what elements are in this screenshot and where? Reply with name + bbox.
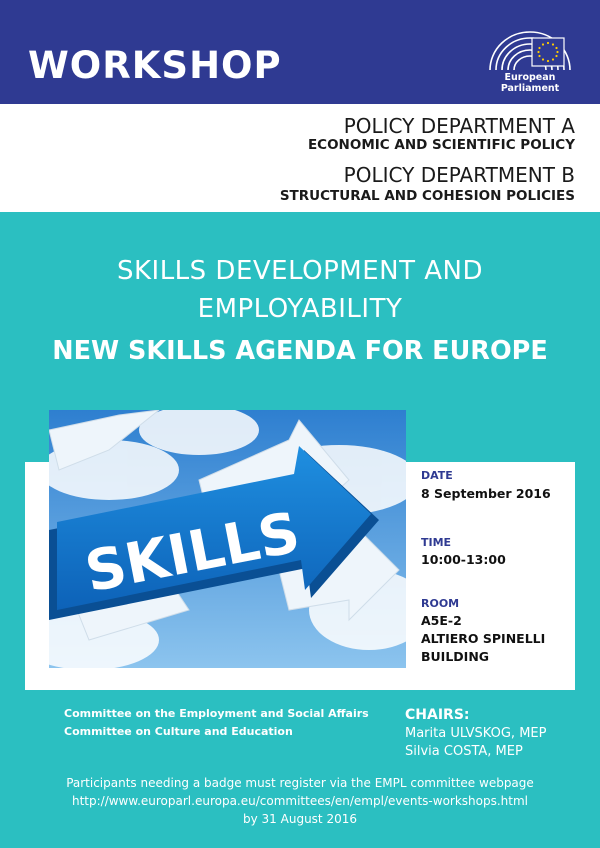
department-b-title: POLICY DEPARTMENT B xyxy=(343,163,575,187)
time-value: 10:00-13:00 xyxy=(421,552,506,567)
department-a-subtitle: ECONOMIC AND SCIENTIFIC POLICY xyxy=(307,137,575,153)
chairs-label: CHAIRS: xyxy=(405,707,470,723)
event-subtitle: NEW SKILLS AGENDA FOR EUROPE xyxy=(52,336,548,366)
time-label: TIME xyxy=(421,536,452,549)
room-building-line2: BUILDING xyxy=(421,649,490,664)
department-b-subtitle: STRUCTURAL AND COHESION POLICIES xyxy=(279,188,575,204)
committee-employment: Committee on the Employment and Social Affairs xyxy=(64,707,369,720)
logo-caption: European Parliament xyxy=(500,72,560,94)
date-value: 8 September 2016 xyxy=(421,486,551,501)
department-a-title: POLICY DEPARTMENT A xyxy=(343,114,575,138)
event-title-line1: SKILLS DEVELOPMENT AND xyxy=(116,256,484,286)
room-label: ROOM xyxy=(421,597,460,610)
registration-deadline: by 31 August 2016 xyxy=(243,812,357,826)
registration-note: Participants needing a badge must register via the EMPL committee webpage xyxy=(66,776,534,790)
date-label: DATE xyxy=(421,469,453,482)
workshop-title: WORKSHOP xyxy=(28,44,282,87)
skills-arrows-image xyxy=(49,410,406,668)
chair-name: Marita ULVSKOG, MEP xyxy=(405,726,547,741)
room-value: A5E-2 xyxy=(421,613,462,628)
chair-name: Silvia COSTA, MEP xyxy=(405,744,523,759)
event-title-line2: EMPLOYABILITY xyxy=(197,294,403,324)
skills-word: SKILLS xyxy=(80,500,305,606)
registration-url[interactable]: http://www.europarl.europa.eu/committees/en/empl/events-workshops.html xyxy=(71,794,529,808)
room-building-line1: ALTIERO SPINELLI xyxy=(421,631,546,646)
committee-culture: Committee on Culture and Education xyxy=(64,725,293,738)
